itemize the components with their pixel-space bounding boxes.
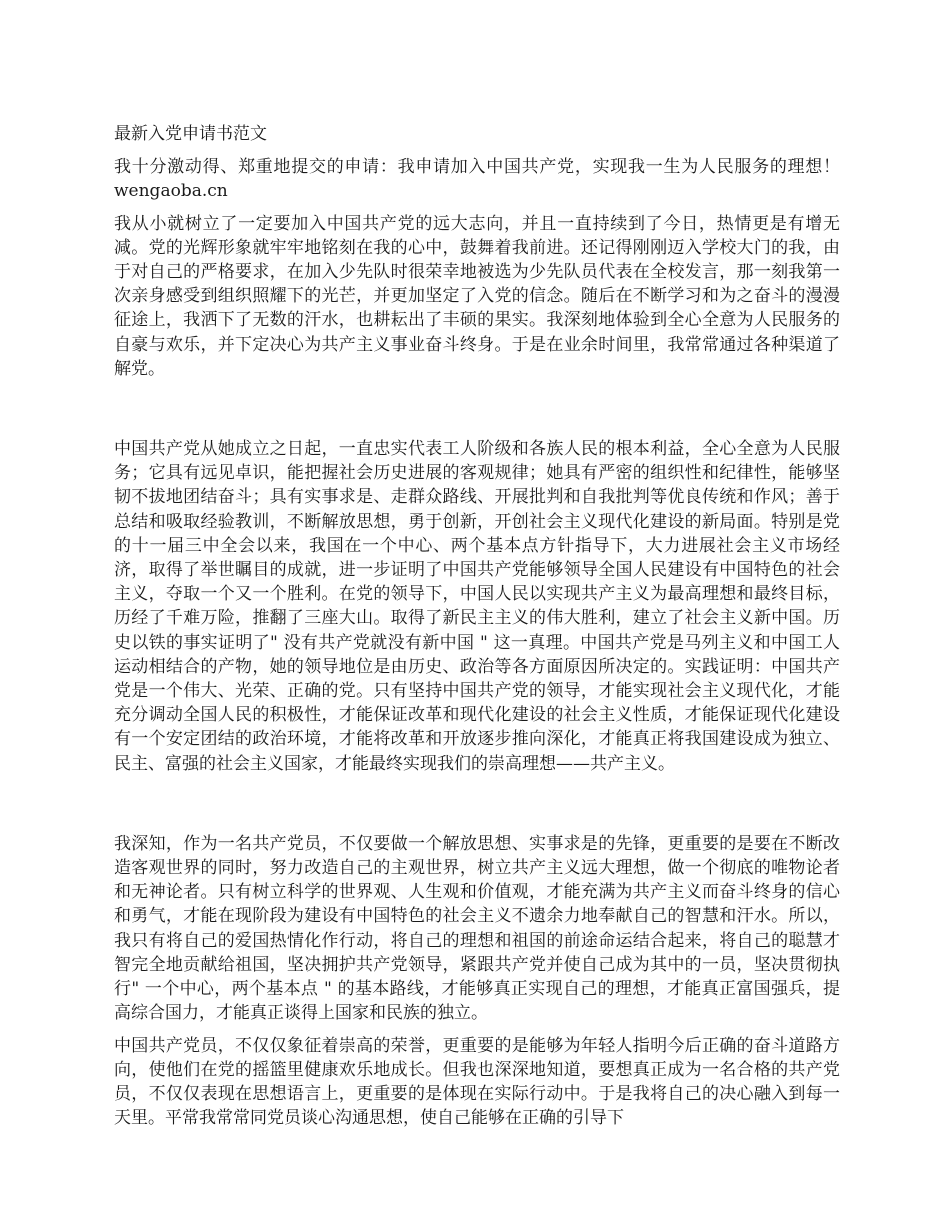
paragraph-party-history: 中国共产党从她成立之日起，一直忠实代表工人阶级和各族人民的根本利益，全心全意为人民服务；它具有远见卓识，能把握社会历史进展的客观规律；她具有严密的组织性和纪律性，能够坚韧不拔地团结奋斗；具有实事求是、走群众路线、开展批判和自我批判等优良传统和作风；善于总结和吸取经验教训，不断解放思想，勇于创新，开创社会主义现代化建设的新局面。特别是党的十一届三中全会以来，我国在一个中心、两个基本点方针指导下，大力进展社会主义市场经济，取得了举世瞩目的成就，进一步证明了中国共产党能够领导全国人民建设有中国特色的社会主义，夺取一个又一个胜利。在党的领导下，中国人民以实现共产主义为最高理想和最终目标，历经了千难万险，推翻了三座大山。取得了新民主主义的伟大胜利，建立了社会主义新中国。历史以铁的事实证明了" 没有共产党就没有新中国 " 这一真理。中国共产党是马列主义和中国工人运动相结合的产物，她的领导地位是由历史、政治等各方面原因所决定的。实践证明：中国共产党是一个伟大、光荣、正确的党。只有坚持中国共产党的领导，才能实现社会主义现代化，才能充分调动全国人民的积极性，才能保证改革和现代化建设的社会主义性质，才能保证现代化建设有一个安定团结的政治环境，才能将改革和开放逐步推向深化，才能真正将我国建设成为独立、民主、富强的社会主义国家，才能最终实现我们的崇高理想——共产主义。	[114, 439, 840, 774]
paragraph-application-statement: 我十分激动得、郑重地提交的申请：我申请加入中国共产党，实现我一生为人民服务的理想！ wengaoba.cn	[114, 157, 840, 202]
paragraph-childhood-aspiration: 我从小就树立了一定要加入中国共产党的远大志向，并且一直持续到了今日，热情更是有增无减。党的光辉形象就牢牢地铭刻在我的心中，鼓舞着我前进。还记得刚刚迈入学校大门的我，由于对自己的严格要求，在加入少先队时很荣幸地被选为少先队员代表在全校发言，那一刻我第一次亲身感受到组织照耀下的光芒，并更加坚定了入党的信念。随后在不断学习和为之奋斗的漫漫征途上，我洒下了无数的汗水，也耕耘出了丰硕的果实。我深刻地体验到全心全意为人民服务的自豪与欢乐，并下定决心为共产主义事业奋斗终身。于是在业余时间里，我常常通过各种渠道了解党。	[114, 213, 840, 379]
paragraph-party-member-honor: 中国共产党员，不仅仅象征着崇高的荣誉，更重要的是能够为年轻人指明今后正确的奋斗道路方向，使他们在党的摇篮里健康欢乐地成长。但我也深深地知道，要想真正成为一名合格的共产党员，不仅仅表现在思想语言上，更重要的是体现在实际行动中。于是我将自己的决心融入到每一天里。平常我常常同党员谈心沟通思想，使自己能够在正确的引导下	[114, 1035, 840, 1129]
document-body	[114, 122, 840, 1138]
document-title: 最新入党申请书范文	[114, 124, 267, 144]
paragraph-party-member-duty: 我深知，作为一名共产党员，不仅要做一个解放思想、实事求是的先锋，更重要的是要在不断改造客观世界的同时，努力改造自己的主观世界，树立共产主义远大理想，做一个彻底的唯物论者和无神论者。只有树立科学的世界观、人生观和价值观，才能充满为共产主义而奋斗终身的信心和勇气，才能在现阶段为建设有中国特色的社会主义不遗余力地奉献自己的智慧和汗水。所以，我只有将自己的爱国热情化作行动，将自己的理想和祖国的前途命运结合起来，将自己的聪慧才智完全地贡献给祖国，坚决拥护共产党领导，紧跟共产党并使自己成为其中的一员，坚决贯彻执行" 一个中心，两个基本点 " 的基本路线，才能够真正实现自己的理想，才能真正富国强兵，提高综合国力，才能真正谈得上国家和民族的独立。	[114, 833, 840, 1024]
